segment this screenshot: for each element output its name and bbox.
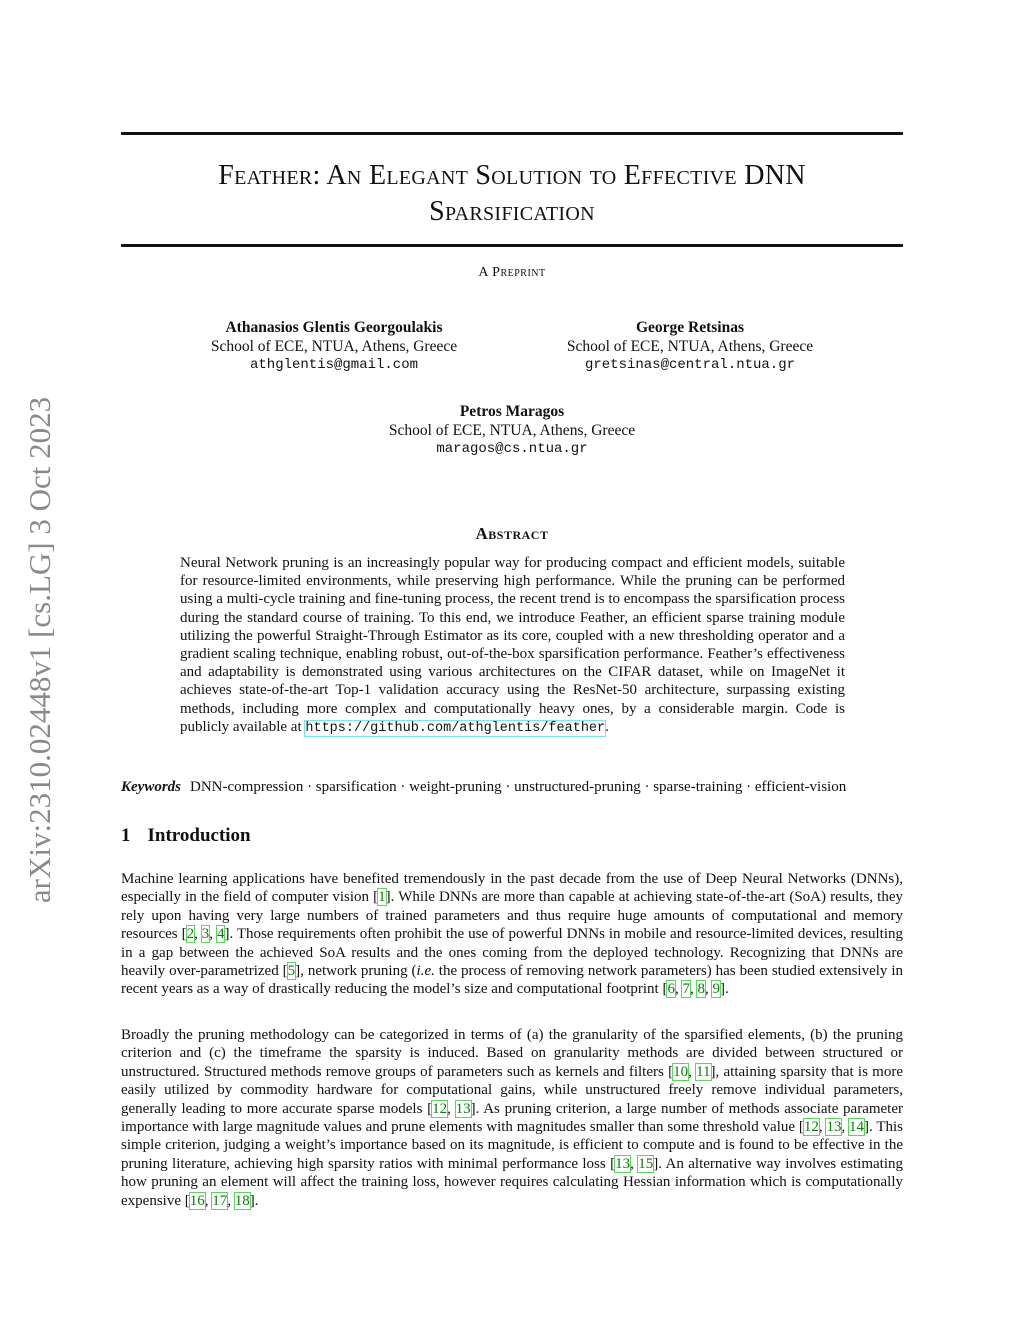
text-run: ]. <box>719 981 729 998</box>
author-email[interactable]: athglentis@gmail.com <box>249 357 419 373</box>
citation-link[interactable]: 5 <box>287 963 296 980</box>
section-title: Introduction <box>147 825 251 846</box>
preprint-label: A Preprint <box>478 265 546 280</box>
citation-link[interactable]: 13 <box>615 1155 631 1172</box>
author-block-2 <box>540 319 840 375</box>
title-bottom-rule <box>121 244 903 247</box>
citation-link[interactable]: 18 <box>234 1192 250 1209</box>
text-run: the process of removing network parameters) has been studied extensively in recent years as a way of drastically reducing the model’s size and computational footprint [ <box>121 963 904 998</box>
citation-link[interactable]: 14 <box>849 1119 865 1136</box>
text-run: ], network pruning ( <box>295 963 417 980</box>
citation-link[interactable]: 3 <box>201 926 210 943</box>
italic-ie: i.e. <box>416 963 435 980</box>
author-affiliation: School of ECE, NTUA, Athens, Greece <box>210 337 458 355</box>
citation-link[interactable]: 1 <box>378 889 386 906</box>
title-top-rule <box>121 132 903 135</box>
author-email[interactable]: gretsinas@central.ntua.gr <box>584 357 796 373</box>
paper-title <box>121 158 903 230</box>
keywords-label: Keywords <box>121 779 181 795</box>
author-name: George Retsinas <box>635 319 745 336</box>
title-line-2: Sparsification <box>429 196 595 227</box>
citation-link[interactable]: 10 <box>673 1063 689 1080</box>
text-run: ]. As pruning criterion, a large number of methods associate parameter importance with large magnitude values and prune elements with magnitudes smaller than some threshold value [ <box>121 1100 904 1136</box>
citation-link[interactable]: 9 <box>712 981 720 998</box>
text-run: ]. An alternative way involves estimating how pruning an element will affect the training loss, however requires calculating Hessian information which is computationally expensive [ <box>121 1155 904 1209</box>
text-run: ]. While DNNs are more than capable at achieving state-of-the-art (SoA) results, they rely upon having very large numbers of trained parameters and thus require huge amounts of computational and memory resources [ <box>121 889 903 943</box>
title-line-1: Feather: An Elegant Solution to Effective DNN <box>218 160 806 191</box>
abstract-text: Neural Network pruning is an increasingly popular way for producing compact and efficient models, suitable for resource-limited environments, while preserving high performance. While the pruning can be performed using a multi-cycle training and fine-tuning process, the recent trend is to encompass the sparsification process during the standard course of training. To this end, we introduce Feather, an efficient sparse training module utilizing the powerful Straight-Through Estimator as its core, coupled with a new thresholding operator and a gradient scaling technique, enabling robust, out-of-the-box sparsification performance. Feather’s effectiveness and adaptability is demonstrated using various architectures on the CIFAR dataset, while on ImageNet it achieves state-of-the-art Top-1 validation accuracy using the ResNet-50 architecture, surpassing existing methods, including more complex and computationally heavy ones, by a considerable margin. Code is publicly available at <box>180 555 845 735</box>
citation-link[interactable]: 12 <box>432 1100 448 1117</box>
section-number: 1 <box>121 825 131 846</box>
citation-link[interactable]: 4 <box>216 926 225 943</box>
citation-link[interactable]: 2 <box>186 926 195 943</box>
text-run: ], attaining sparsity that is more easily utilized by commodity hardware for computational gains, while unstructured freely remove individual parameters, generally leading to more accurate sparse models [ <box>121 1063 903 1117</box>
author-email[interactable]: maragos@cs.ntua.gr <box>436 441 588 457</box>
intro-paragraph-1: Machine learning applications have benefited tremendously in the past decade from the use of Deep Neural Networks (DNNs), especially in the field of computer vision [1]. While DNNs are more than capable at achieving state-of-the-art (SoA) results, they rely upon having very large numbers of trained parameters and thus require huge amounts of computational and memory resources [2, 3, 4]. Those requirements often prohibit the use of powerful DNNs in mobile and resource-limited devices, resulting in a gap between the achieved SoA results and the ones coming from the deployed technology. Recognizing that DNNs are heavily over-parametrized [5], network pruning (i.e. the process of removing network parameters) has been studied extensively in recent years as a way of drastically reducing the model’s size and computational footprint [6, 7, 8, 9]. <box>121 871 904 998</box>
text-run: Machine learning applications have benefited tremendously in the past decade from the use of Deep Neural Networks (DNNs), especially in the field of computer vision [ <box>121 871 903 906</box>
keywords-list: DNN-compression · sparsification · weight-pruning · unstructured-pruning · sparse-training · efficient-vision <box>190 779 847 795</box>
text-run: ]. Those requirements often prohibit the use of powerful DNNs in mobile and resource-limited devices, resulting in a gap between the achieved SoA results and the ones coming from the deployed technology. Recognizing that DNNs are heavily over-parametrized [ <box>121 926 903 980</box>
citation-link[interactable]: 12 <box>803 1119 819 1136</box>
author-block-1 <box>184 319 484 375</box>
author-name: Petros Maragos <box>459 403 565 420</box>
citation-link[interactable]: 6 <box>667 981 675 998</box>
code-link[interactable]: https://github.com/athglentis/feather <box>305 720 606 736</box>
abstract-heading: Abstract <box>475 524 549 543</box>
text-run: ]. <box>249 1192 259 1209</box>
text-run: Broadly the pruning methodology can be categorized in terms of (a) the granularity of the sparsified elements, (b) the pruning criterion and (c) the timeframe the sparsity is induced. Based on granularity methods are divided between structured or unstructured. Structured methods remove groups of parameters such as kernels and filters [ <box>121 1027 903 1080</box>
citation-link[interactable]: 13 <box>455 1100 471 1117</box>
citation-link[interactable]: 16 <box>189 1192 205 1209</box>
abstract-body <box>180 554 845 738</box>
section-heading <box>121 825 251 847</box>
citation-link[interactable]: 11 <box>696 1063 711 1080</box>
keywords-line <box>121 778 921 796</box>
citation-link[interactable]: 15 <box>638 1155 654 1172</box>
citation-link[interactable]: 8 <box>697 981 705 998</box>
citation-link[interactable]: 17 <box>212 1192 228 1209</box>
text-run: ]. This simple criterion, judging a weight’s importance based on its magnitude, is efficient to compute and is found to be effective in the pruning literature, achieving high sparsity ratios with minimal performance loss [ <box>121 1119 904 1172</box>
intro-paragraph-2: Broadly the pruning methodology can be categorized in terms of (a) the granularity of the sparsified elements, (b) the pruning criterion and (c) the timeframe the sparsity is induced. Based on granularity methods are divided between structured or unstructured. Structured methods remove groups of parameters such as kernels and filters [10, 11], attaining sparsity that is more easily utilized by commodity hardware for computational gains, while unstructured freely remove individual parameters, generally leading to more accurate sparse models [12, 13]. As pruning criterion, a large number of methods associate parameter importance with large magnitude values and prune elements with magnitudes smaller than some threshold value [12, 13, 14]. This simple criterion, judging a weight’s importance based on its magnitude, is efficient to compute and is found to be effective in the pruning literature, achieving high sparsity ratios with minimal performance loss [13, 15]. An alternative way involves estimating how pruning an element will affect the training loss, however requires calculating Hessian information which is computationally expensive [16, 17, 18]. <box>121 1027 904 1209</box>
author-block-3 <box>362 403 662 459</box>
author-name: Athanasios Glentis Georgoulakis <box>225 319 443 336</box>
author-affiliation: School of ECE, NTUA, Athens, Greece <box>566 337 814 355</box>
citation-link[interactable]: 7 <box>682 981 690 998</box>
arxiv-stamp: arXiv:2310.02448v1 [cs.LG] 3 Oct 2023 <box>22 396 57 904</box>
author-affiliation: School of ECE, NTUA, Athens, Greece <box>388 421 636 439</box>
citation-link[interactable]: 13 <box>826 1119 842 1136</box>
abstract-end: . <box>605 718 609 735</box>
